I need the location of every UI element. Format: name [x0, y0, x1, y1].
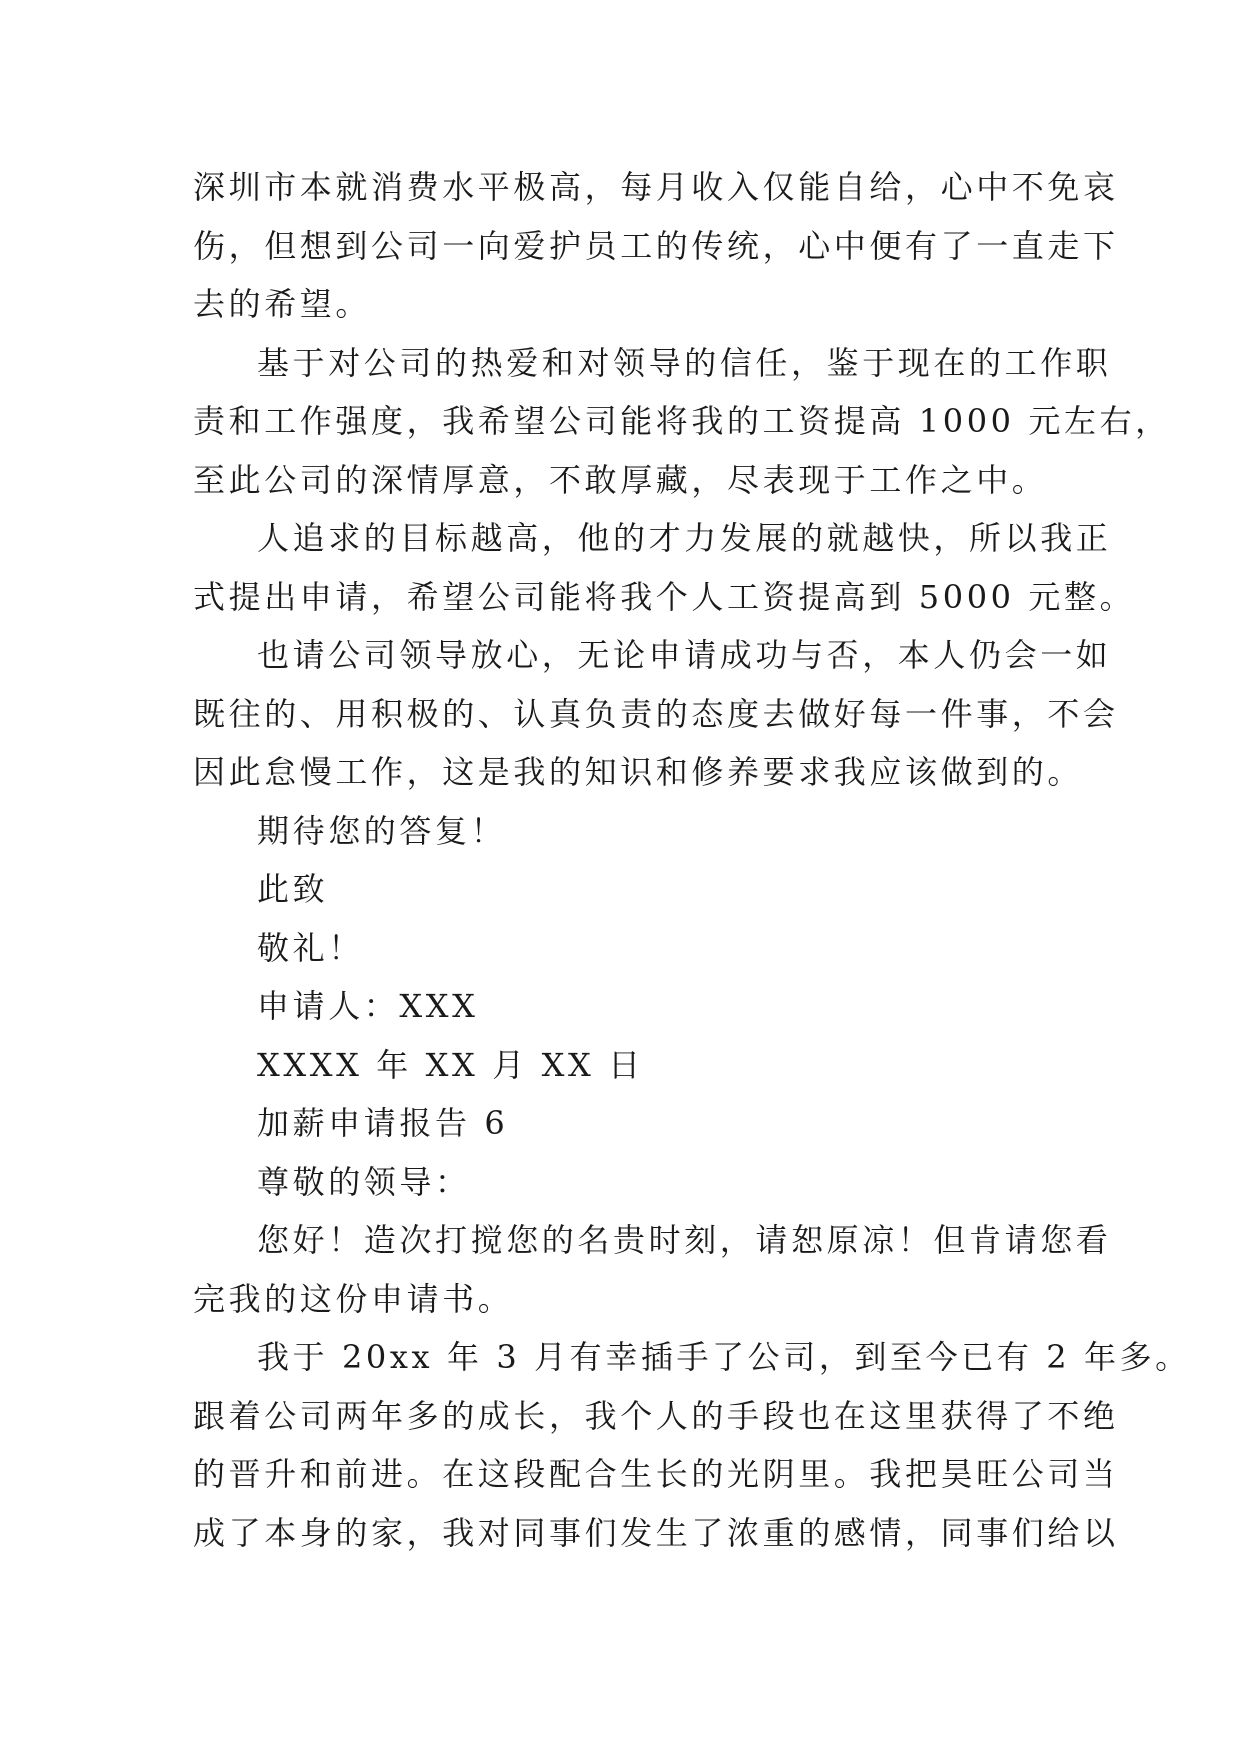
text-line: 跟着公司两年多的成长，我个人的手段也在这里获得了不绝 [193, 1396, 1119, 1435]
text-line: 式提出申请，希望公司能将我个人工资提高到 5000 元整。 [193, 577, 1136, 616]
text-line: 伤，但想到公司一向爱护员工的传统，心中便有了一直走下 [193, 226, 1119, 265]
paragraph-start-line: 人追求的目标越高，他的才力发展的就越快，所以我正 [257, 519, 1112, 557]
text-line: 至此公司的深情厚意，不敢厚藏，尽表现于工作之中。 [193, 460, 1048, 499]
applicant-line: 申请人：XXX [257, 987, 479, 1025]
text-line: 深圳市本就消费水平极高，每月收入仅能自给，心中不免哀 [193, 168, 1119, 206]
section-title: 加薪申请报告 6 [257, 1104, 509, 1142]
text-line: 的晋升和前进。在这段配合生长的光阴里。我把昊旺公司当 [193, 1455, 1119, 1493]
paragraph-start-line: 您好！造次打搅您的名贵时刻，请恕原凉！但肯请您看 [257, 1221, 1112, 1259]
text-line: 因此怠慢工作，这是我的知识和修养要求我应该做到的。 [193, 753, 1084, 791]
salutation-line: 此致 [257, 870, 329, 908]
date-line: XXXX 年 XX 月 XX 日 [257, 1045, 644, 1084]
document-body [193, 158, 1191, 1562]
paragraph-start-line: 我于 20xx 年 3 月有幸插手了公司，到至今已有 2 年多。 [257, 1338, 1191, 1376]
closing-line: 期待您的答复！ [257, 811, 507, 850]
paragraph-start-line: 基于对公司的热爱和对领导的信任，鉴于现在的工作职 [257, 343, 1112, 382]
text-line: 完我的这份申请书。 [193, 1279, 514, 1318]
text-line: 成了本身的家，我对同事们发生了浓重的感情，同事们给以 [193, 1513, 1119, 1552]
text-line: 去的希望。 [193, 285, 372, 323]
salutation-line: 敬礼！ [257, 928, 364, 967]
text-line: 既往的、用积极的、认真负责的态度去做好每一件事，不会 [193, 694, 1119, 733]
greeting-line: 尊敬的领导： [257, 1162, 471, 1201]
paragraph-start-line: 也请公司领导放心，无论申请成功与否，本人仍会一如 [257, 636, 1112, 674]
text-line: 责和工作强度，我希望公司能将我的工资提高 1000 元左右， [193, 402, 1171, 440]
